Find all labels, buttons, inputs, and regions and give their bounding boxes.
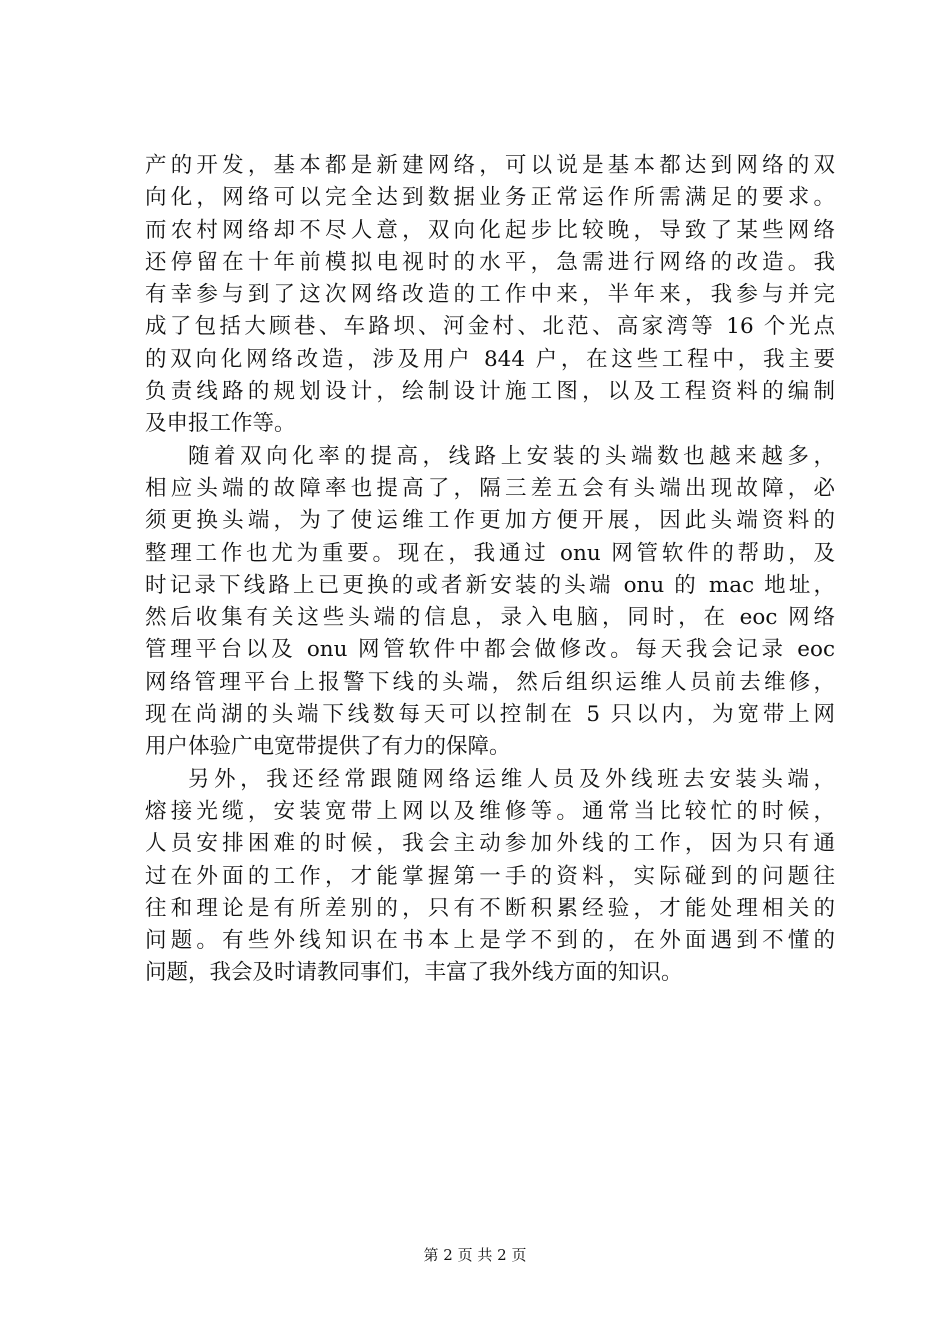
text-line: 问题，我会及时请教同事们，丰富了我外线方面的知识。 [145,960,683,986]
body-text [145,150,835,990]
text-line: 时记录下线路上已更换的或者新安装的头端 onu 的 mac 地址， [145,572,835,598]
text-line: 用户体验广电宽带提供了有力的保障。 [145,734,511,760]
text-line: 有幸参与到了这次网络改造的工作中来，半年来，我参与并完 [145,282,835,308]
page-footer: 第 2 页 共 2 页 [423,1246,527,1264]
text-line: 管理平台以及 onu 网管软件中都会做修改。每天我会记录 eoc [145,637,835,663]
text-line: 整理工作也尤为重要。现在，我通过 onu 网管软件的帮助，及 [145,540,835,566]
text-line: 而农村网络却不尽人意，双向化起步比较晚，导致了某些网络 [145,217,835,243]
text-line: 过在外面的工作，才能掌握第一手的资料，实际碰到的问题往 [145,863,835,889]
text-line: 向化，网络可以完全达到数据业务正常运作所需满足的要求。 [145,185,835,211]
text-line: 须更换头端，为了使运维工作更加方便开展，因此头端资料的 [145,508,835,534]
text-line: 网络管理平台上报警下线的头端，然后组织运维人员前去维修， [145,669,835,695]
text-line: 及申报工作等。 [145,411,296,437]
text-line: 熔接光缆，安装宽带上网以及维修等。通常当比较忙的时候， [145,798,835,824]
text-line: 负责线路的规划设计，绘制设计施工图，以及工程资料的编制 [145,379,835,405]
text-line: 成了包括大顾巷、车路坝、河金村、北范、高家湾等 16 个光点 [145,314,835,340]
text-line: 然后收集有关这些头端的信息，录入电脑，同时，在 eoc 网络 [145,605,835,631]
text-line: 另外，我还经常跟随网络运维人员及外线班去安装头端， [188,766,835,792]
text-line: 往和理论是有所差别的，只有不断积累经验，才能处理相关的 [145,895,835,921]
text-line: 的双向化网络改造，涉及用户 844 户，在这些工程中，我主要 [145,346,835,372]
text-line: 相应头端的故障率也提高了，隔三差五会有头端出现故障，必 [145,475,835,501]
text-line: 还停留在十年前模拟电视时的水平，急需进行网络的改造。我 [145,249,835,275]
text-line: 人员安排困难的时候，我会主动参加外线的工作，因为只有通 [145,831,835,857]
text-line: 产的开发，基本都是新建网络，可以说是基本都达到网络的双 [145,153,835,178]
text-line: 问题。有些外线知识在书本上是学不到的，在外面遇到不懂的 [145,928,835,954]
text-line: 现在尚湖的头端下线数每天可以控制在 5 只以内，为宽带上网 [145,702,835,728]
text-line: 随着双向化率的提高，线路上安装的头端数也越来越多， [188,443,835,469]
